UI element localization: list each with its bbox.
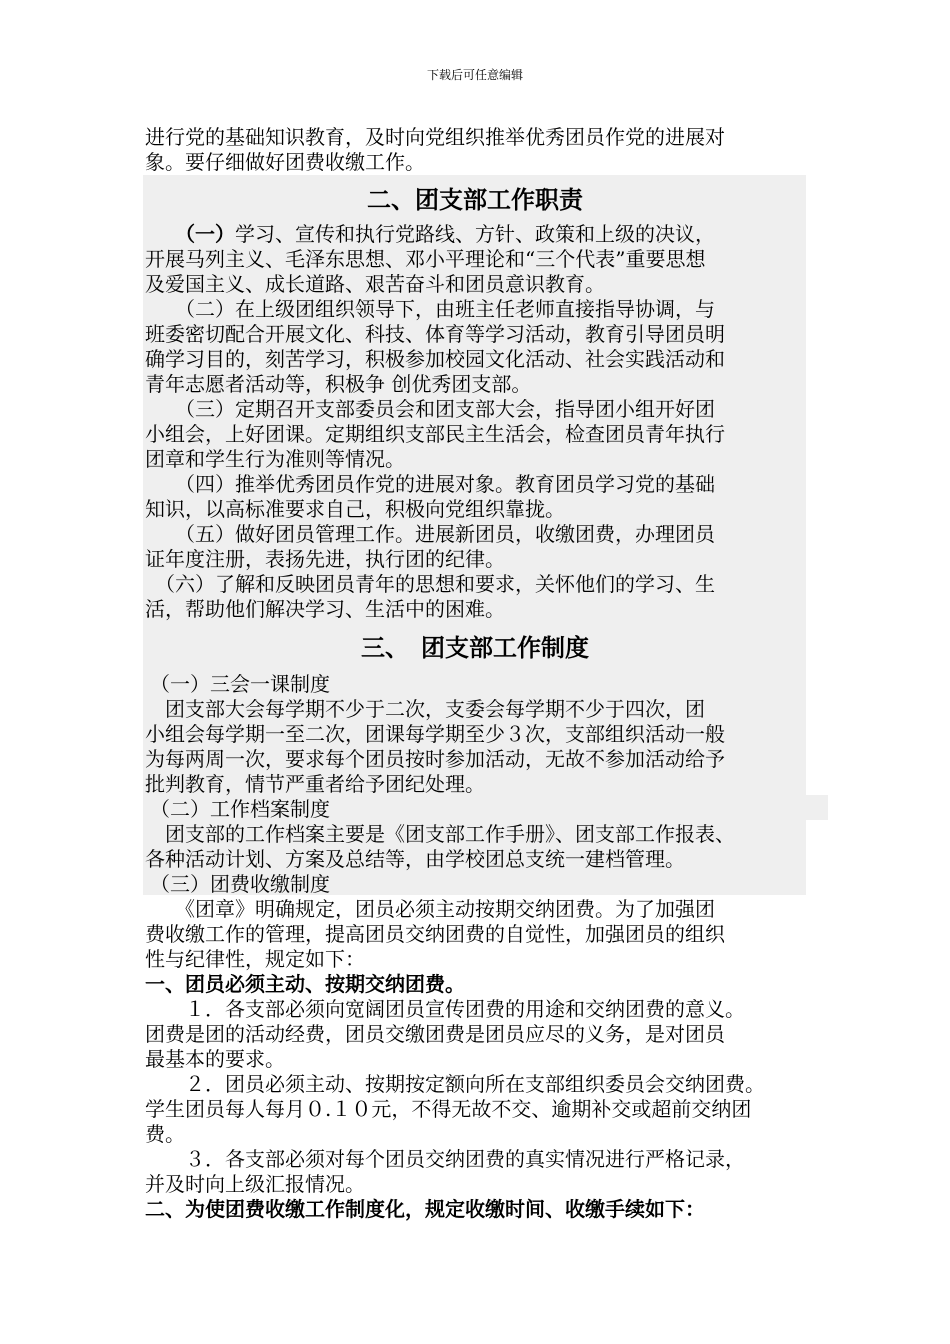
subsection-label: （二）工作档案制度 <box>150 797 330 821</box>
paragraph-line: 青年志愿者活动等，积极争 创优秀团支部。 <box>145 372 532 396</box>
paragraph-line: 小组会每学期一至二次，团课每学期至少３次，支部组织活动一般 <box>145 722 725 746</box>
paragraph-line <box>145 222 810 247</box>
paragraph-line: 费收缴工作的管理，提高团员交纳团费的自觉性，加强团员的组织 <box>145 922 725 946</box>
paragraph-line: 证年度注册，表扬先进，执行团的纪律。 <box>145 547 505 571</box>
paragraph-line: 并及时向上级汇报情况。 <box>145 1172 365 1196</box>
paragraph-line: 最基本的要求。 <box>145 1047 285 1071</box>
paragraph-line: 团章和学生行为准则等情况。 <box>145 447 405 471</box>
paragraph-line: ２．团员必须主动、按期按定额向所在支部组织委员会交纳团费。 <box>145 1072 765 1096</box>
part-heading: 二、为使团费收缴工作制度化，规定收缴时间、收缴手续如下： <box>145 1197 705 1221</box>
paragraph-line: 开展马列主义、毛泽东思想、邓小平理论和“三个代表”重要思想 <box>145 247 706 271</box>
subsection-label: （一）三会一课制度 <box>150 672 330 696</box>
paragraph-line: 团支部的工作档案主要是《团支部工作手册》、团支部工作报表、 <box>145 822 735 846</box>
paragraph-line: （四）推举优秀团员作党的进展对象。教育团员学习党的基础 <box>145 472 715 496</box>
part-heading: 一、团员必须主动、按期交纳团费。 <box>145 972 465 996</box>
paragraph-line: 团支部大会每学期不少于二次，支委会每学期不少于四次，团 <box>145 697 705 721</box>
section-heading: 三、 团支部工作制度 <box>361 634 589 662</box>
paragraph-line: （五）做好团员管理工作。进展新团员，收缴团费，办理团员 <box>145 522 715 546</box>
paragraph-line: 知识，以高标准要求自己，积极向党组织靠拢。 <box>145 497 565 521</box>
paragraph-line: （二）在上级团组织领导下，由班主任老师直接指导协调，与 <box>145 297 715 321</box>
paragraph-line: 费。 <box>145 1122 185 1146</box>
item-number: （一） <box>145 222 235 246</box>
paragraph-line: 及爱国主义、成长道路、艰苦奋斗和团员意识教育。 <box>145 272 605 296</box>
paragraph-line: 活，帮助他们解决学习、生活中的困难。 <box>145 597 505 621</box>
paragraph-line: 性与纪律性，规定如下： <box>145 947 365 971</box>
paragraph-line: 小组会，上好团课。定期组织支部民主生活会，检查团员青年执行 <box>145 422 725 446</box>
paragraph-line: 批判教育，情节严重者给予团纪处理。 <box>145 772 485 796</box>
paragraph-line: 确学习目的，刻苦学习，积极参加校园文化活动、社会实践活动和 <box>145 347 725 371</box>
paragraph-line: 团费是团的活动经费，团员交缴团费是团员应尽的义务，是对团员 <box>145 1022 725 1046</box>
paragraph-line: 《团章》明确规定，团员必须主动按期交纳团费。为了加强团 <box>145 897 715 921</box>
paragraph-line: １．各支部必须向宽阔团员宣传团费的用途和交纳团费的意义。 <box>145 997 745 1021</box>
paragraph-line: 为每两周一次，要求每个团员按时参加活动，无故不参加活动给予 <box>145 747 725 771</box>
section-heading: 二、团支部工作职责 <box>367 186 583 214</box>
intro-line: 象。要仔细做好团费收缴工作。 <box>145 150 425 174</box>
paragraph-line: ３．各支部必须对每个团员交纳团费的真实情况进行严格记录， <box>145 1147 745 1171</box>
paragraph-line: （三）定期召开支部委员会和团支部大会，指导团小组开好团 <box>145 397 715 421</box>
paragraph-line: 班委密切配合开展文化、科技、体育等学习活动，教育引导团员明 <box>145 322 725 346</box>
paragraph-line: 各种活动计划、方案及总结等，由学校团总支统一建档管理。 <box>145 847 685 871</box>
paragraph-text: 学习、宣传和执行党路线、方针、政策和上级的决议， <box>235 222 715 246</box>
intro-line: 进行党的基础知识教育，及时向党组织推举优秀团员作党的进展对 <box>145 125 725 149</box>
paragraph-line: （六）了解和反映团员青年的思想和要求，关怀他们的学习、生 <box>145 572 715 596</box>
page-header: 下载后可任意编辑 <box>426 68 523 82</box>
subsection-label: （三）团费收缴制度 <box>150 872 330 896</box>
paragraph-line: 学生团员每人每月０.１０元，不得无故不交、逾期补交或超前交纳团 <box>145 1097 752 1121</box>
